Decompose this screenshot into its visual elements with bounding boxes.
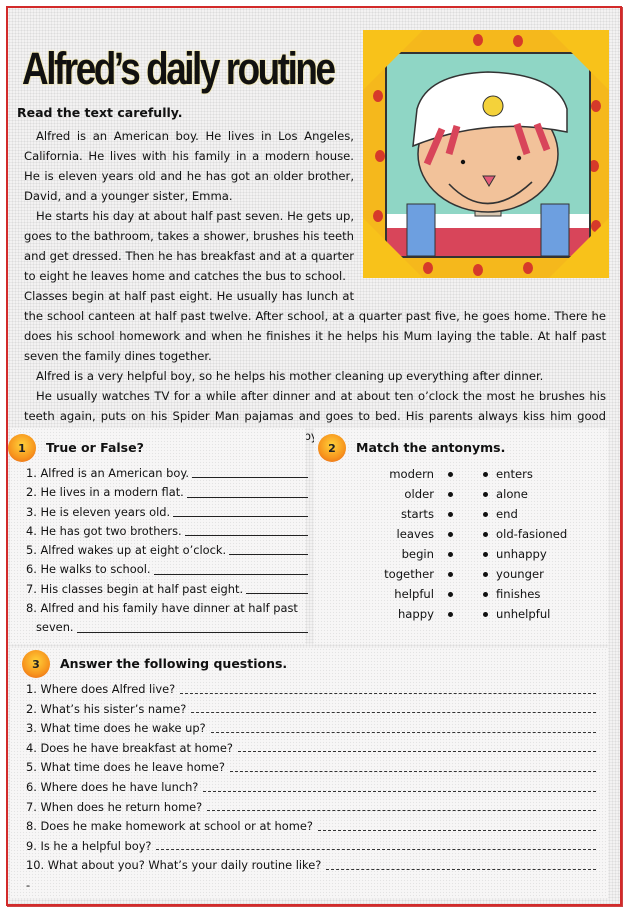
right-word: old-fasioned — [496, 527, 568, 541]
match-dot[interactable] — [448, 592, 453, 597]
left-word: helpful — [394, 587, 434, 601]
match-dot[interactable] — [448, 472, 453, 477]
question-text: 2. What’s his sister’s name? — [26, 701, 187, 716]
question-text: 6. Where does he have lunch? — [26, 779, 199, 794]
reading-paragraph: He usually watches TV for a while after dinner and at about ten o’clock the most he brushes his teeth again, puts on his Spider Man pajamas and goes to bed. His parents always kiss him good — [24, 389, 606, 423]
true-false-list — [26, 464, 308, 638]
antonym-matching — [356, 464, 567, 624]
reading-paragraph: Classes begin at half past eight. He usually has lunch at the school canteen at half past twelve. After school, at a quarter past five, he goes home. There he does his school homework and when he finishes it he helps his Mum laying the table. At half past seven the family dines together. — [24, 289, 606, 363]
statement-text: 1. Alfred is an American boy. — [26, 466, 190, 480]
question-item — [26, 798, 596, 818]
match-dot[interactable] — [483, 512, 488, 517]
match-dot[interactable] — [483, 472, 488, 477]
match-row — [356, 464, 567, 484]
list-item — [26, 541, 308, 560]
list-item — [26, 464, 308, 483]
question-text: 3. What time does he wake up? — [26, 721, 206, 736]
answer-line[interactable] — [180, 680, 596, 694]
match-row — [356, 564, 567, 584]
statement-text: 6. He walks to school. — [26, 562, 151, 577]
question-text: 7. When does he return home? — [26, 799, 203, 814]
question-item — [26, 758, 596, 778]
answer-blank[interactable] — [185, 522, 308, 536]
portrait-background — [385, 52, 591, 258]
match-dot[interactable] — [448, 512, 453, 517]
answer-line[interactable] — [207, 798, 596, 812]
section-number-badge: 3 — [22, 650, 50, 678]
list-item — [26, 560, 308, 579]
list-item — [26, 522, 308, 541]
answer-line[interactable] — [238, 739, 596, 753]
left-word: leaves — [396, 527, 434, 541]
left-word: happy — [397, 607, 434, 621]
answer-blank[interactable] — [229, 541, 308, 555]
answer-line[interactable] — [156, 837, 596, 851]
right-word: enters — [496, 467, 533, 481]
question-text: 4. Does he have breakfast at home? — [26, 740, 233, 755]
reading-paragraph: Alfred is an American boy. He lives in Los Angeles, California. He lives with his family in a modern house. He is eleven years old and he has got an older brother, David, and a younger sister, Emma. — [24, 129, 354, 203]
answer-line[interactable] — [211, 719, 596, 733]
reading-paragraph: Alfred is a very helpful boy, so he helps his mother cleaning up everything after dinner. — [36, 369, 544, 383]
match-row — [356, 604, 567, 624]
answer-line[interactable] — [191, 700, 596, 714]
question-item — [26, 817, 596, 837]
question-item — [26, 837, 596, 857]
instruction: Read the text carefully. — [17, 105, 183, 120]
statement-text: 3. He is eleven years old. — [26, 504, 171, 519]
list-item — [26, 599, 308, 618]
statement-text: seven. — [36, 620, 74, 635]
right-word: end — [496, 507, 518, 521]
left-word: older — [404, 487, 434, 501]
answer-blank[interactable] — [192, 464, 308, 478]
statement-text: 2. He lives in a modern flat. — [26, 485, 184, 500]
right-word: finishes — [496, 587, 541, 601]
match-row — [356, 504, 567, 524]
list-item — [26, 503, 308, 522]
right-word: unhappy — [496, 547, 547, 561]
reading-paragraph: He starts his day at about half past seven. He gets up, goes to the bathroom, takes a shower, brushes his teeth and get dressed. Then he has breakfast and at a quarter to eight he leaves home and catches the bus to school. — [24, 209, 354, 283]
statement-text: 4. He has got two brothers. — [26, 523, 182, 538]
left-word: starts — [400, 507, 434, 521]
left-word: modern — [389, 467, 434, 481]
left-word: begin — [401, 547, 434, 561]
list-item — [26, 618, 308, 637]
section-number-badge: 1 — [8, 434, 36, 462]
match-dot[interactable] — [448, 492, 453, 497]
questions-list — [26, 680, 596, 896]
right-word: alone — [496, 487, 528, 501]
answer-blank[interactable] — [187, 483, 308, 497]
question-text: 5. What time does he leave home? — [26, 760, 225, 775]
match-row — [356, 484, 567, 504]
list-item — [26, 580, 308, 599]
match-dot[interactable] — [483, 612, 488, 617]
match-row — [356, 544, 567, 564]
boy-portrait-illustration — [363, 30, 609, 278]
answer-line[interactable] — [230, 758, 596, 772]
section-number-badge: 2 — [318, 434, 346, 462]
section-title: Answer the following questions. — [60, 656, 288, 671]
question-item — [26, 778, 596, 798]
answer-line-continuation[interactable]: - — [26, 877, 31, 892]
left-word: together — [384, 567, 434, 581]
section-title: Match the antonyms. — [356, 440, 506, 455]
match-dot[interactable] — [483, 492, 488, 497]
statement-text: 7. His classes begin at half past eight. — [26, 581, 244, 596]
answer-line[interactable] — [326, 856, 596, 870]
question-item — [26, 680, 596, 700]
question-text: 9. Is he a helpful boy? — [26, 838, 152, 853]
answer-blank[interactable] — [246, 580, 308, 594]
question-text: 1. Where does Alfred live? — [26, 682, 176, 696]
question-item — [26, 856, 596, 876]
worksheet-title: Alfred’s daily routine — [22, 43, 334, 94]
match-dot[interactable] — [483, 552, 488, 557]
question-item — [26, 739, 596, 759]
match-dot[interactable] — [483, 592, 488, 597]
list-item — [26, 483, 308, 502]
match-dot[interactable] — [483, 572, 488, 577]
answer-blank[interactable] — [154, 560, 309, 574]
match-row — [356, 584, 567, 604]
match-dot[interactable] — [448, 572, 453, 577]
right-word: younger — [496, 567, 544, 581]
match-row — [356, 524, 567, 544]
question-text: 10. What about you? What’s your daily routine like? — [26, 858, 322, 873]
answer-blank[interactable] — [173, 503, 308, 517]
question-item — [26, 719, 596, 739]
section-title: True or False? — [46, 440, 144, 455]
answer-line[interactable] — [318, 817, 596, 831]
match-dot[interactable] — [483, 532, 488, 537]
statement-text: 5. Alfred wakes up at eight o’clock. — [26, 543, 227, 558]
question-text: 8. Does he make homework at school or at home? — [26, 819, 313, 834]
answer-line[interactable] — [203, 778, 596, 792]
match-dot[interactable] — [448, 532, 453, 537]
right-word: unhelpful — [496, 607, 551, 621]
statement-text: 8. Alfred and his family have dinner at half past — [26, 601, 298, 616]
match-dot[interactable] — [448, 612, 453, 617]
boy-face-icon — [387, 54, 589, 256]
answer-blank[interactable] — [77, 618, 308, 632]
question-item — [26, 700, 596, 720]
match-dot[interactable] — [448, 552, 453, 557]
